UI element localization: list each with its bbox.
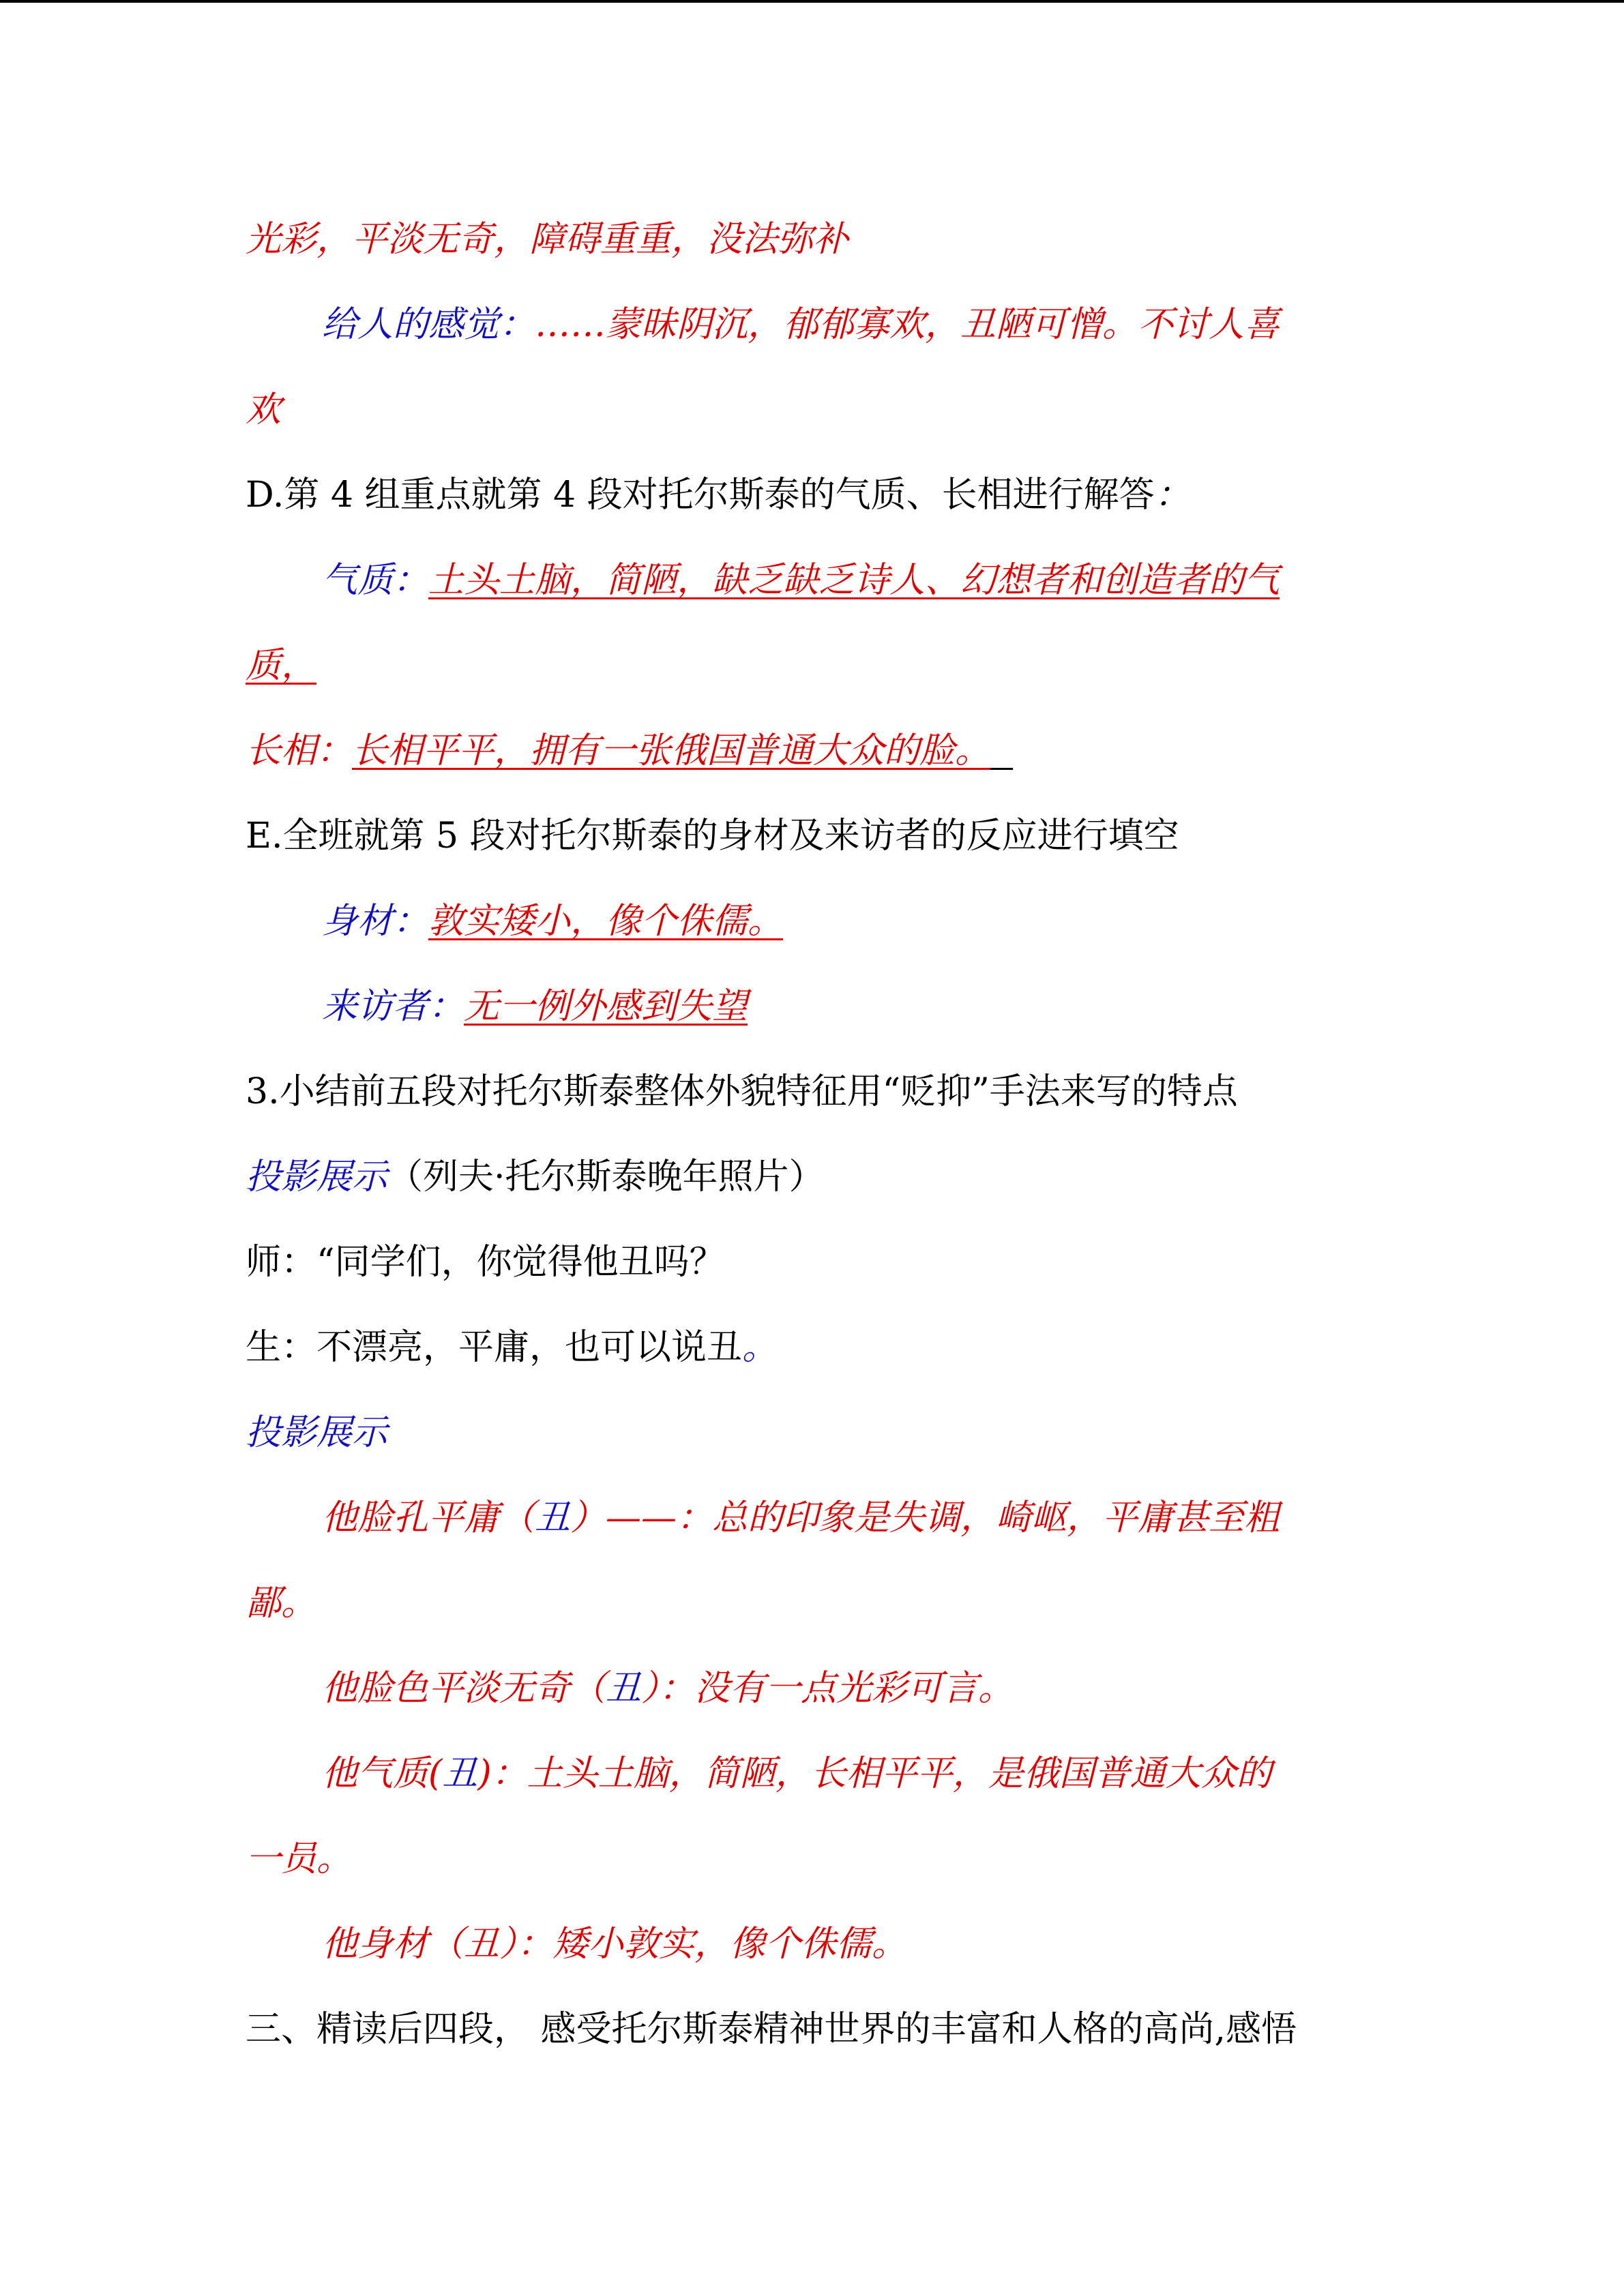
- summary-text: 鄙。: [246, 1583, 317, 1624]
- line-18: [322, 1665, 1014, 1712]
- ugly-mark: 丑: [464, 1924, 500, 1965]
- line-15: [246, 1409, 387, 1457]
- answer-text: 欢: [246, 389, 282, 430]
- projection-label: 投影展示: [246, 1157, 388, 1197]
- item-label: 来访者：: [322, 986, 464, 1027]
- summary-text: 他脸孔平庸（: [322, 1497, 535, 1538]
- line-4: [246, 471, 1190, 519]
- answer-text: 光彩，平淡无奇，障碍重重，没法弥补: [246, 219, 849, 260]
- summary-text: ）——：总的印象是失调，崎岖，平庸甚至粗: [570, 1497, 1280, 1538]
- summary-text: 他脸色平淡无奇（: [322, 1668, 606, 1709]
- line-6: [246, 642, 316, 689]
- line-14: [246, 1324, 778, 1371]
- answer-text: 质，: [246, 645, 317, 686]
- task-text: 3.小结前五段对托尔斯泰整体外貌特征用“贬抑”手法来写的特点: [246, 1071, 1238, 1112]
- item-label: 长相：: [246, 730, 353, 771]
- line-20: [246, 1835, 352, 1883]
- line-5: [322, 556, 1280, 604]
- line-10: [322, 983, 748, 1030]
- line-13: [246, 1238, 725, 1286]
- line-11: [246, 1068, 1238, 1116]
- line-22: [246, 2006, 1297, 2053]
- answer-text: 长相平平，拥有一张俄国普通大众的脸。: [352, 730, 991, 771]
- line-17: [246, 1579, 316, 1627]
- ugly-mark: 丑: [442, 1753, 478, 1794]
- item-label: 身材：: [322, 901, 429, 942]
- line-3: [246, 386, 281, 434]
- task-text: D.第 4 组重点就第 4 段对托尔斯泰的气质、长相进行解答: [246, 475, 1155, 516]
- line-1: [246, 215, 848, 263]
- dialogue-teacher: 师：“同学们，你觉得他丑吗？: [246, 1242, 725, 1283]
- summary-text: )：土头土脑，简陋，长相平平，是俄国普通大众的: [477, 1753, 1272, 1794]
- section-heading: 三、精读后四段， 感受托尔斯泰精神世界的丰富和人格的高尚,感悟: [246, 2009, 1297, 2050]
- line-19: [322, 1750, 1272, 1798]
- summary-text: ）：矮小敦实，像个侏儒。: [499, 1924, 908, 1965]
- answer-text: 无一例外感到失望: [464, 986, 748, 1027]
- summary-text: 一员。: [246, 1838, 353, 1879]
- item-label: 气质：: [322, 560, 429, 601]
- summary-text: 他身材（: [322, 1924, 464, 1965]
- answer-text: 土头土脑，简陋，缺乏缺乏诗人、幻想者和创造者的气: [428, 560, 1280, 601]
- projection-note: （列夫·托尔斯泰晚年照片）: [387, 1157, 825, 1197]
- item-label: 给人的感觉：: [322, 304, 535, 345]
- ugly-mark: 丑: [606, 1668, 642, 1709]
- line-21: [322, 1920, 907, 1968]
- task-text: E.全班就第 5 段对托尔斯泰的身材及来访者的反应进行填空: [246, 816, 1179, 856]
- line-9: [322, 897, 783, 945]
- dialogue-student: 生：不漂亮，平庸，也可以说丑: [246, 1327, 743, 1368]
- answer-text: ……蒙昧阴沉，郁郁寡欢，丑陋可憎。不讨人喜: [535, 304, 1280, 345]
- answer-blank: [990, 730, 1013, 771]
- task-colon: ：: [1154, 475, 1190, 516]
- line-8: [246, 812, 1179, 860]
- line-2: [322, 301, 1280, 348]
- line-12: [246, 1153, 825, 1201]
- dialogue-period: 。: [742, 1327, 778, 1368]
- answer-text: 敦实矮小，像个侏儒。: [428, 901, 784, 942]
- top-border-line: [0, 0, 1624, 3]
- line-7: [246, 727, 1013, 775]
- summary-text: 他气质(: [322, 1753, 443, 1794]
- line-16: [322, 1494, 1280, 1542]
- ugly-mark: 丑: [535, 1497, 571, 1538]
- projection-label: 投影展示: [246, 1412, 388, 1453]
- summary-text: ）：没有一点光彩可言。: [641, 1668, 1014, 1709]
